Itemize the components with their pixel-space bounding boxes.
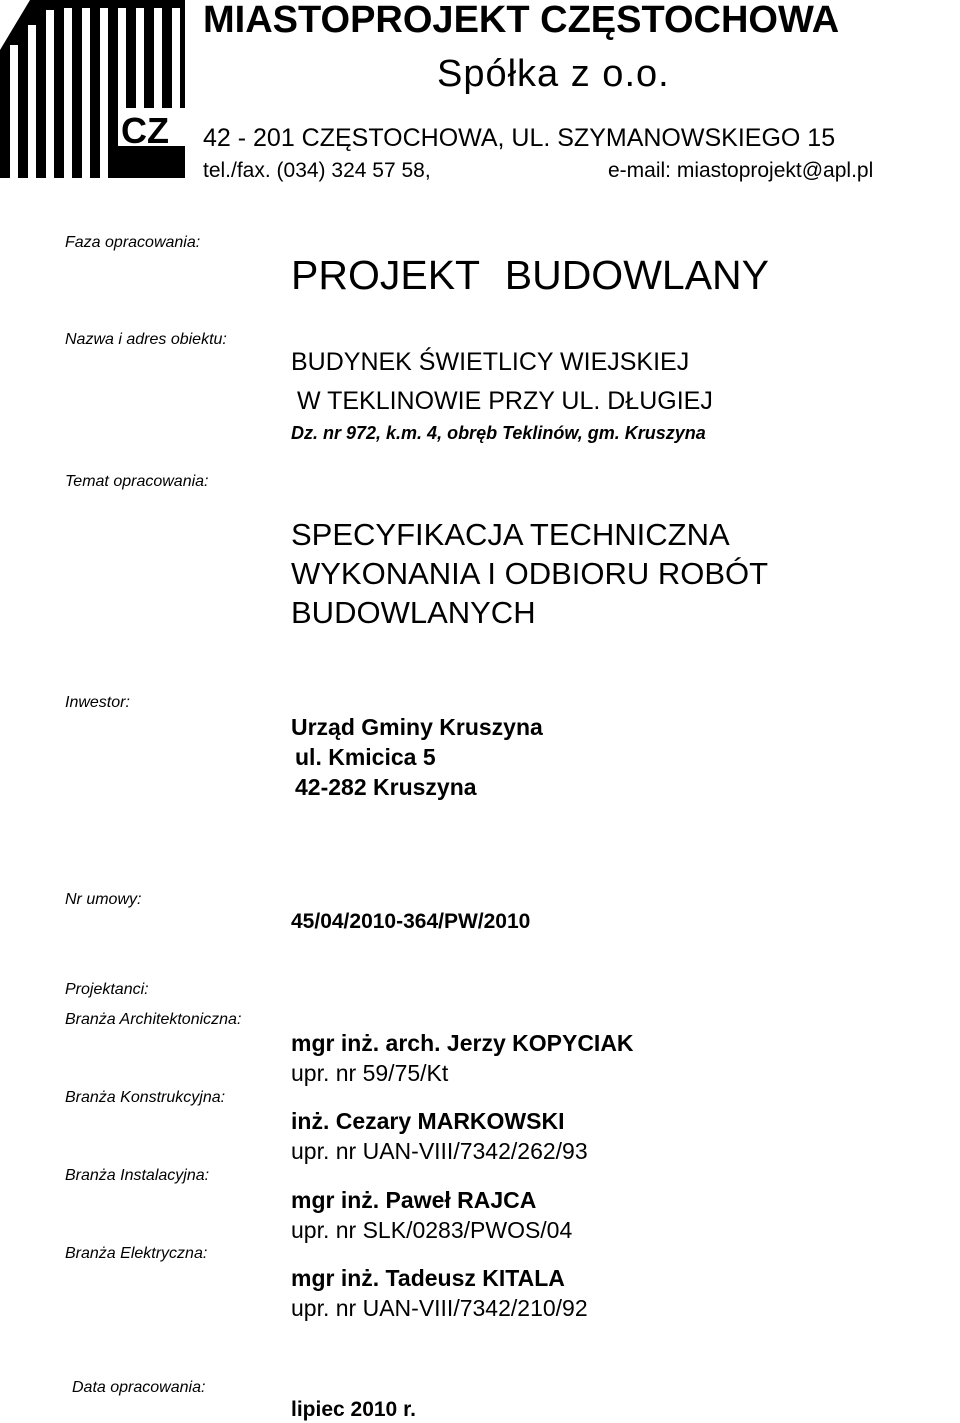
- branch-structure-label: Branża Konstrukcyjna:: [65, 1089, 226, 1106]
- designers-label: Projektanci:: [65, 981, 149, 998]
- contract-number: 45/04/2010-364/PW/2010: [291, 910, 531, 933]
- branch-electrical-label: Branża Elektryczna:: [65, 1245, 208, 1262]
- designer-structure-permit: upr. nr UAN-VIII/7342/262/93: [291, 1138, 588, 1164]
- designer-structure-name: inż. Cezary MARKOWSKI: [291, 1108, 565, 1134]
- company-legal-form: Spółka z o.o.: [437, 53, 670, 95]
- investor-city: 42-282 Kruszyna: [295, 774, 477, 800]
- investor-street: ul. Kmicica 5: [295, 744, 436, 770]
- branch-installations-label: Branża Instalacyjna:: [65, 1167, 210, 1184]
- company-name: MIASTOPROJEKT CZĘSTOCHOWA: [203, 0, 840, 41]
- designer-architecture-permit: upr. nr 59/75/Kt: [291, 1060, 449, 1086]
- topic-label: Temat opracowania:: [65, 473, 209, 490]
- designer-installations-permit: upr. nr SLK/0283/PWOS/04: [291, 1217, 573, 1243]
- logo-text: CZ: [121, 110, 169, 151]
- topic-value: SPECYFIKACJA TECHNICZNA WYKONANIA I ODBIORU ROBÓT BUDOWLANYCH: [291, 517, 768, 630]
- investor-name: Urząd Gminy Kruszyna: [291, 714, 543, 740]
- object-label: Nazwa i adres obiektu:: [65, 331, 227, 348]
- date-label: Data opracowania:: [72, 1379, 206, 1396]
- designer-electrical-name: mgr inż. Tadeusz KITALA: [291, 1265, 565, 1291]
- company-address: 42 - 201 CZĘSTOCHOWA, UL. SZYMANOWSKIEGO 15: [203, 124, 836, 152]
- phase-value: PROJEKT BUDOWLANY: [291, 252, 769, 298]
- object-name-line1: BUDYNEK ŚWIETLICY WIEJSKIEJ: [291, 348, 690, 376]
- date-value: lipiec 2010 r.: [291, 1398, 416, 1421]
- designer-installations-name: mgr inż. Paweł RAJCA: [291, 1187, 537, 1213]
- contract-label: Nr umowy:: [65, 891, 142, 908]
- object-name-line2: W TEKLINOWIE PRZY UL. DŁUGIEJ: [297, 387, 713, 415]
- designer-architecture-name: mgr inż. arch. Jerzy KOPYCIAK: [291, 1030, 634, 1056]
- phase-label: Faza opracowania:: [65, 234, 201, 251]
- investor-label: Inwestor:: [65, 694, 130, 711]
- company-phone: tel./fax. (034) 324 57 58,: [203, 159, 431, 182]
- branch-architecture-label: Branża Architektoniczna:: [65, 1011, 242, 1028]
- designer-electrical-permit: upr. nr UAN-VIII/7342/210/92: [291, 1295, 588, 1321]
- company-logo: [0, 0, 185, 178]
- company-email: e-mail: miastoprojekt@apl.pl: [608, 159, 874, 182]
- object-plot-details: Dz. nr 972, k.m. 4, obręb Teklinów, gm. Kruszyna: [291, 423, 706, 443]
